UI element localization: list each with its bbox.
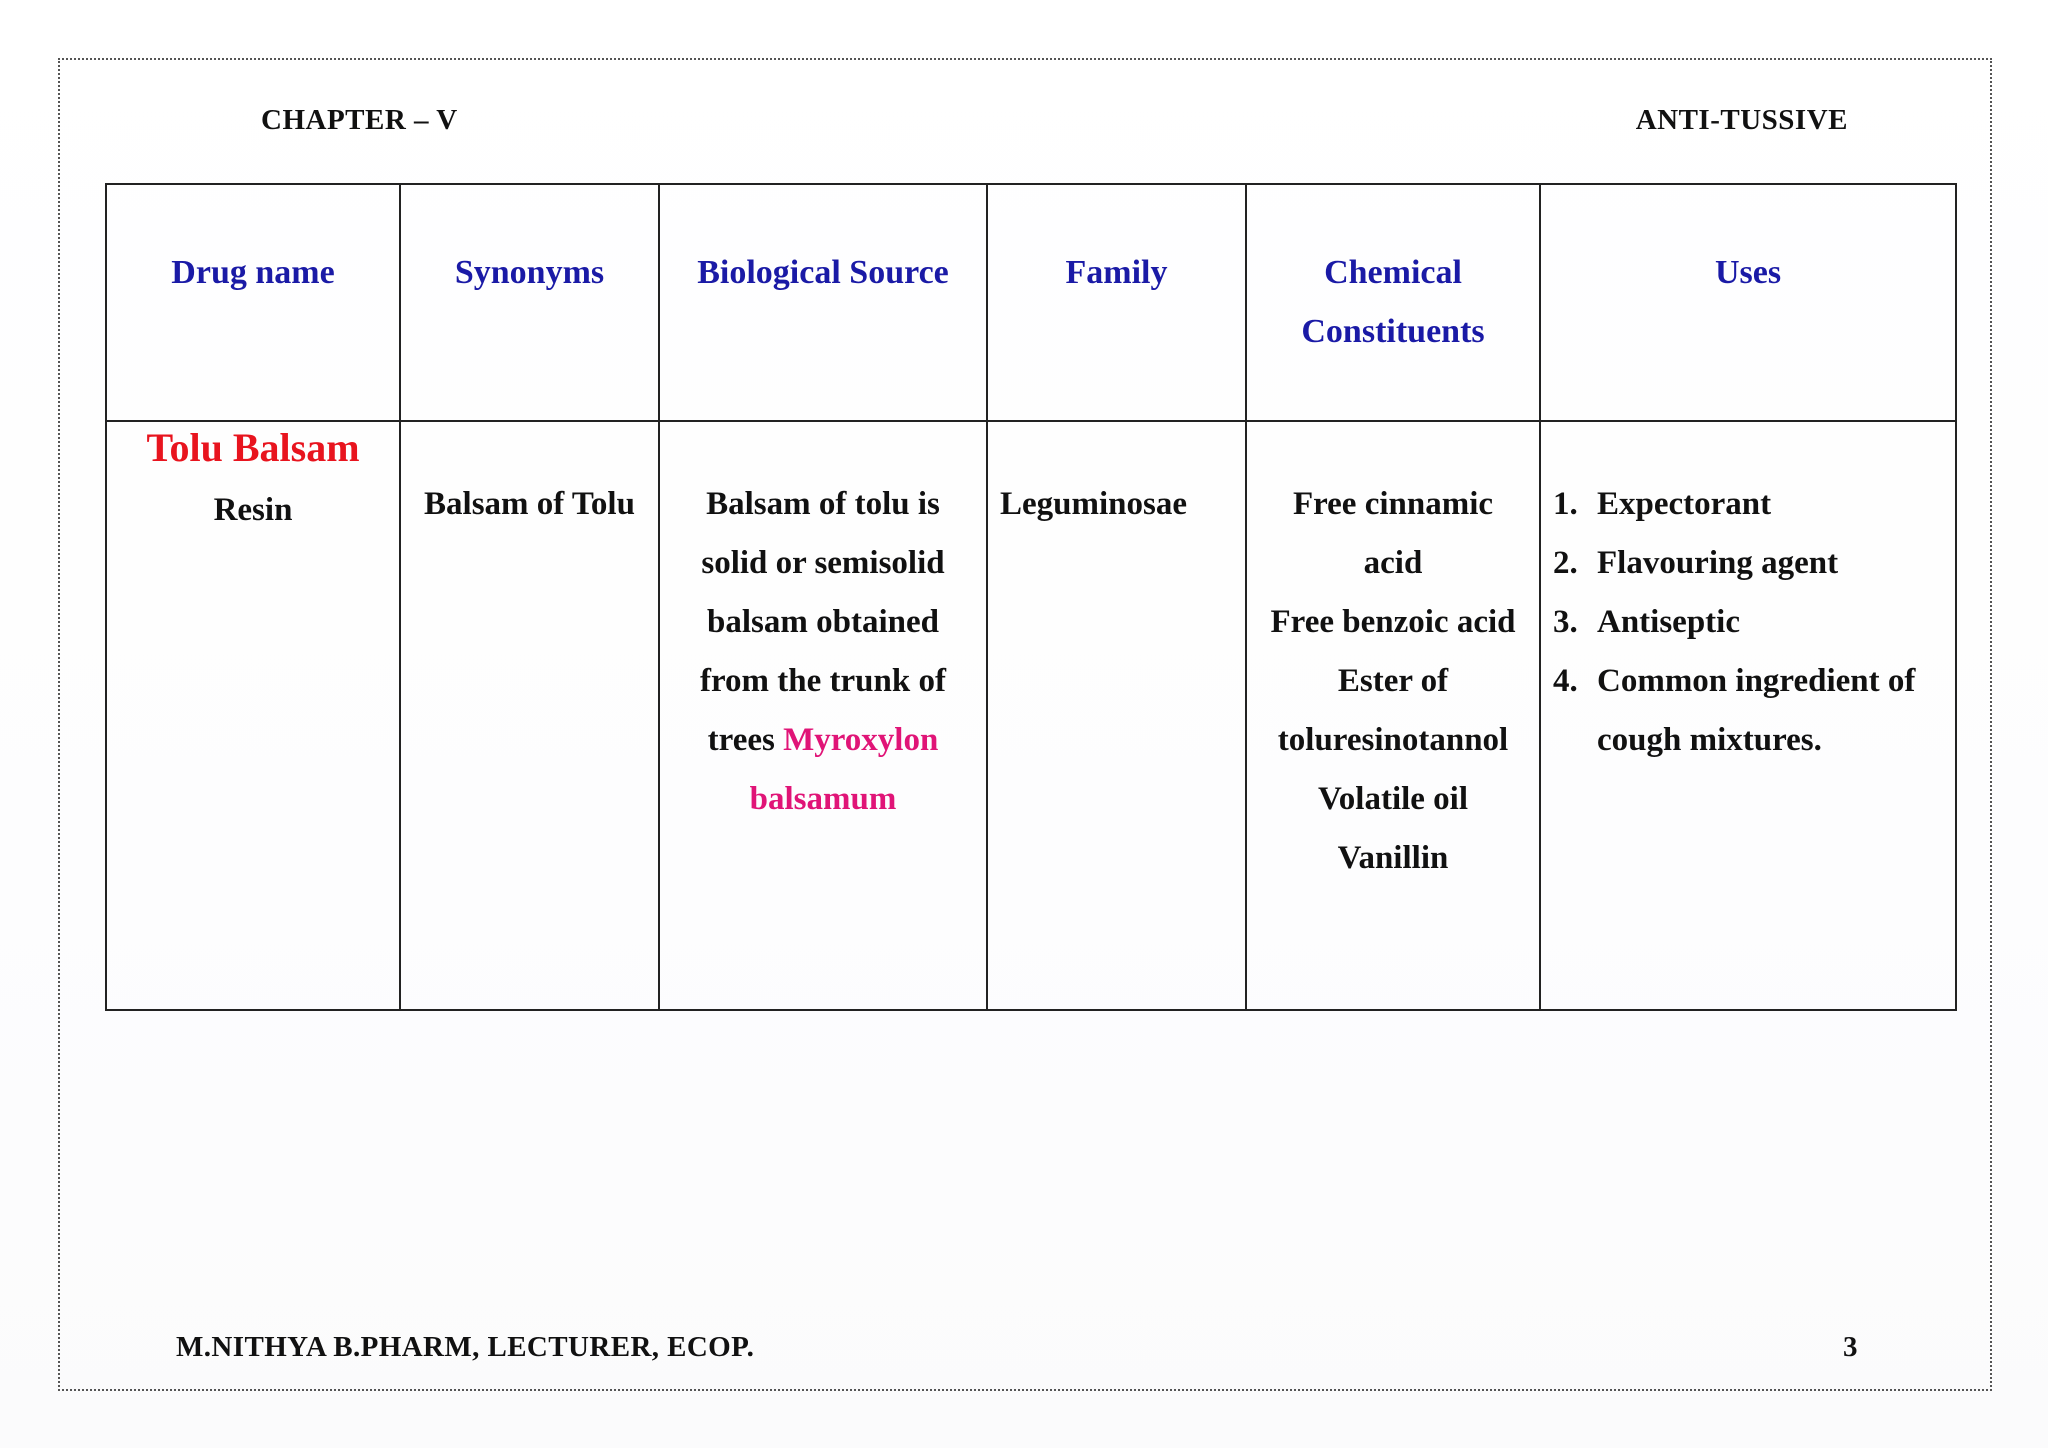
uses-list [1541,475,1955,770]
cell-drug-name [106,421,400,1010]
species-epithet: balsamum [749,781,897,817]
constituent-item: toluresinotannol [1277,722,1509,758]
species-genus: Myroxylon [783,722,939,758]
list-item [1553,711,1955,770]
cell-biological-source [659,421,987,1010]
source-line: Balsam of tolu is [706,486,940,522]
column-header-synonyms: Synonyms [400,184,659,421]
constituent-item: acid [1363,545,1423,581]
constituent-item: Free benzoic acid [1270,604,1516,640]
list-item-text: Expectorant [1597,486,1772,522]
column-header-chemical-constituents [1246,184,1540,421]
source-line: solid or semisolid [701,545,945,581]
cell-uses [1540,421,1956,1010]
cell-chemical-constituents [1246,421,1540,1010]
chapter-heading: CHAPTER – V [261,104,458,136]
list-item-number: 2. [1553,545,1578,581]
list-item [1553,593,1955,652]
column-header-uses: Uses [1540,184,1956,421]
list-item-number [1553,711,1597,770]
list-item-number: 3. [1553,604,1578,640]
list-item-text: Flavouring agent [1597,545,1839,581]
list-item [1553,652,1955,711]
list-item-text: Common ingredient of [1597,663,1916,699]
list-item [1553,475,1955,534]
topic-heading: ANTI-TUSSIVE [1635,104,1848,136]
source-line: from the trunk of [700,663,946,699]
drug-type: Resin [213,492,293,528]
cell-family: Leguminosae [987,421,1246,1010]
constituent-item: Vanillin [1337,840,1449,876]
list-item [1553,534,1955,593]
column-header-constituents: Constituents [1301,313,1485,350]
footer-author: M.NITHYA B.PHARM, LECTURER, ECOP. [176,1331,755,1363]
source-line: balsam obtained [707,604,939,640]
table-header-row [106,184,1956,421]
constituent-item: Ester of [1337,663,1449,699]
list-item-text: cough mixtures. [1597,722,1822,758]
column-header-chemical: Chemical [1324,254,1462,291]
cell-synonym: Balsam of Tolu [400,421,659,1010]
list-item-number: 1. [1553,486,1578,522]
column-header-biological-source: Biological Source [659,184,987,421]
list-item-text: Antiseptic [1597,604,1740,640]
constituent-item: Free cinnamic [1292,486,1494,522]
drug-name: Tolu Balsam [146,425,360,470]
column-header-drug-name: Drug name [106,184,400,421]
list-item-number: 4. [1553,663,1578,699]
source-prefix: trees [707,722,784,758]
source-line [660,711,986,770]
column-header-family: Family [987,184,1246,421]
table-row [106,421,1956,1010]
drug-table [105,183,1957,1011]
page-number: 3 [1843,1331,1858,1363]
constituent-item: Volatile oil [1317,781,1469,817]
